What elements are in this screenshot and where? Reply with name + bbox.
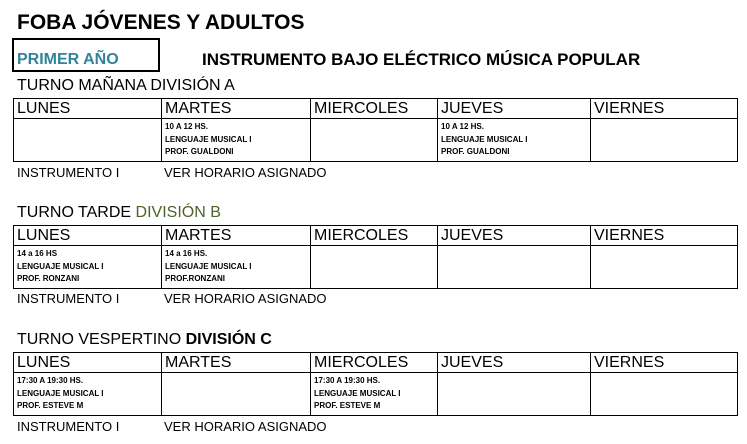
day-viernes: VIERNES [591,353,738,373]
day-viernes: VIERNES [591,99,738,119]
cell-martes [162,246,311,289]
year-label: PRIMER AÑO [17,51,119,68]
cell-teacher: PROF. GUALDONI [165,147,234,156]
cell-miercoles [311,119,438,162]
cell-time: 10 A 12 HS. [165,122,208,131]
cell-jueves [438,246,591,289]
day-miercoles: MIERCOLES [311,226,438,246]
turno-label: TURNO VESPERTINO [17,331,182,348]
footer-instrument: INSTRUMENTO I [17,165,120,180]
section-c-heading [17,331,272,349]
cell-time: 14 a 16 HS [17,249,58,258]
cell-jueves [438,373,591,416]
table-header-row [14,353,738,373]
schedule-table-a [13,98,738,162]
day-martes: MARTES [162,226,311,246]
table-body-row [14,373,738,416]
schedule-table-c [13,352,738,416]
cell-time: 17:30 A 19:30 HS. [17,376,84,385]
section-b-heading [17,204,221,222]
day-miercoles: MIERCOLES [311,353,438,373]
cell-subject: LENGUAJE MUSICAL I [17,261,104,271]
footer-schedule: VER HORARIO ASIGNADO [164,165,327,180]
day-jueves: JUEVES [438,353,591,373]
day-martes: MARTES [162,99,311,119]
turno-label: TURNO TARDE [17,204,132,221]
schedule-table-b [13,225,738,289]
day-lunes: LUNES [14,353,162,373]
cell-viernes [591,119,738,162]
cell-martes [162,119,311,162]
day-lunes: LUNES [14,99,162,119]
cell-viernes [591,246,738,289]
footer-instrument: INSTRUMENTO I [17,419,120,434]
table-header-row [14,226,738,246]
cell-teacher: PROF. RONZANI [17,274,80,283]
cell-subject: LENGUAJE MUSICAL I [441,134,528,144]
footer-schedule: VER HORARIO ASIGNADO [164,291,327,306]
day-viernes: VIERNES [591,226,738,246]
cell-miercoles [311,246,438,289]
cell-time: 14 a 16 HS. [165,249,208,258]
cell-viernes [591,373,738,416]
table-body-row [14,119,738,162]
cell-time: 10 A 12 HS. [441,122,484,131]
day-jueves: JUEVES [438,99,591,119]
cell-martes [162,373,311,416]
division-label: DIVISIÓN C [185,331,272,348]
division-label: DIVISIÓN B [135,204,221,221]
cell-teacher: PROF.RONZANI [165,274,225,283]
cell-subject: LENGUAJE MUSICAL I [314,388,401,398]
cell-lunes [14,373,162,416]
cell-jueves [438,119,591,162]
turno-label: TURNO MAÑANA [17,77,146,94]
section-a-heading [17,77,235,95]
document-title: FOBA JÓVENES Y ADULTOS [17,11,305,34]
cell-teacher: PROF. GUALDONI [441,147,510,156]
day-jueves: JUEVES [438,226,591,246]
cell-teacher: PROF. ESTEVE M [314,401,381,410]
table-header-row [14,99,738,119]
table-body-row [14,246,738,289]
cell-subject: LENGUAJE MUSICAL I [165,261,252,271]
day-miercoles: MIERCOLES [311,99,438,119]
division-label: DIVISIÓN A [150,77,235,94]
cell-subject: LENGUAJE MUSICAL I [165,134,252,144]
day-martes: MARTES [162,353,311,373]
instrument-heading: INSTRUMENTO BAJO ELÉCTRICO MÚSICA POPULAR [202,50,641,69]
cell-miercoles [311,373,438,416]
cell-lunes [14,119,162,162]
day-lunes: LUNES [14,226,162,246]
footer-schedule: VER HORARIO ASIGNADO [164,419,327,434]
cell-teacher: PROF. ESTEVE M [17,401,84,410]
cell-subject: LENGUAJE MUSICAL I [17,388,104,398]
cell-lunes [14,246,162,289]
footer-instrument: INSTRUMENTO I [17,291,120,306]
cell-time: 17:30 A 19:30 HS. [314,376,381,385]
